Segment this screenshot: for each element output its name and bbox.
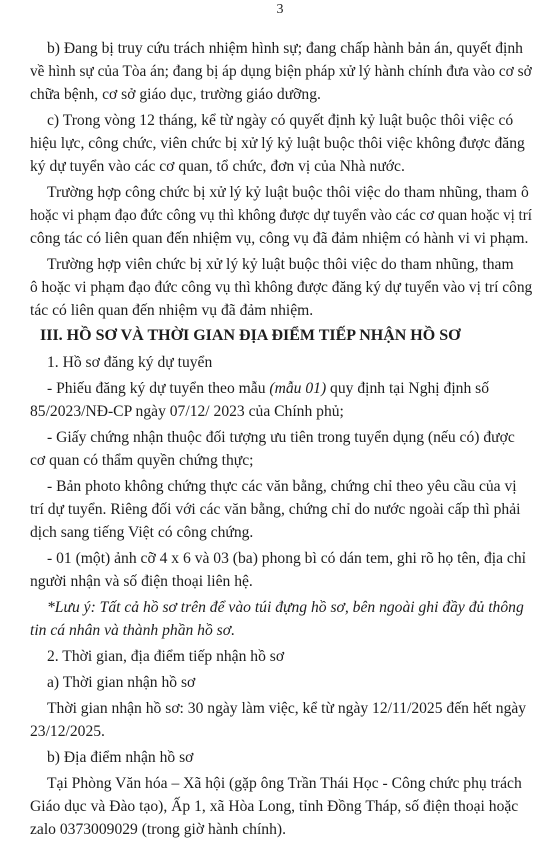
text-line: - Bản photo không chứng thực các văn bằng, chứng chỉ theo yêu cầu của vị	[47, 478, 517, 495]
note-line: tin cá nhân và thành phần hồ sơ.	[30, 622, 235, 639]
text-line: Giáo dục và Đào tạo), Ấp 1, xã Hòa Long, tỉnh Đồng Tháp, số điện thoại hoặc	[30, 798, 519, 815]
text-line	[47, 378, 489, 400]
text-line: hiệu lực, công chức, viên chức bị xử lý kỷ luật buộc thôi việc không được đăng	[30, 135, 525, 152]
subsection-title: b) Địa điểm nhận hồ sơ	[47, 749, 194, 766]
text-line: ký dự tuyển vào các cơ quan, tổ chức, đơn vị của Nhà nước.	[30, 158, 405, 175]
subsection-title: a) Thời gian nhận hồ sơ	[47, 674, 196, 691]
text-line: zalo 0373009029 (trong giờ hành chính).	[30, 821, 286, 838]
text-span: quy định tại Nghị định số	[326, 380, 490, 397]
text-line: Trường hợp công chức bị xử lý kỷ luật buộc thôi việc do tham nhũng, tham ô	[47, 184, 529, 201]
note-line: *Lưu ý: Tất cả hồ sơ trên để vào túi đựng hồ sơ, bên ngoài ghi đầy đủ thông	[47, 599, 524, 616]
text-line: công tác có liên quan đến nhiệm vụ, công vụ đã đảm nhiệm có hành vi vi phạm.	[30, 230, 529, 247]
text-line: c) Trong vòng 12 tháng, kể từ ngày có quyết định kỷ luật buộc thôi việc có	[47, 112, 514, 129]
text-line: dịch sang tiếng Việt có công chứng.	[30, 524, 254, 541]
text-line: trí dự tuyển. Riêng đối với các văn bằng, chứng chỉ do nước ngoài cấp thì phải	[30, 501, 521, 518]
page-number: 3	[276, 2, 284, 17]
text-line: - 01 (một) ảnh cỡ 4 x 6 và 03 (ba) phong bì có dán tem, ghi rõ họ tên, địa chỉ	[47, 550, 526, 567]
text-line: cơ quan có thẩm quyền chứng thực;	[30, 452, 254, 469]
text-line: Tại Phòng Văn hóa – Xã hội (gặp ông Trần Thái Học - Công chức phụ trách	[47, 775, 522, 792]
text-line: b) Đang bị truy cứu trách nhiệm hình sự; đang chấp hành bản án, quyết định	[47, 40, 523, 57]
subsection-title: 1. Hồ sơ đăng ký dự tuyển	[47, 354, 213, 371]
text-line: tác có liên quan đến nhiệm vụ đã đảm nhiệm.	[30, 302, 314, 319]
text-line: người nhận và số điện thoại liên hệ.	[30, 573, 253, 590]
text-line: về hình sự của Tòa án; đang bị áp dụng biện pháp xử lý hành chính đưa vào cơ sở	[30, 63, 532, 80]
subsection-title: 2. Thời gian, địa điểm tiếp nhận hồ sơ	[47, 648, 285, 665]
form-reference: (mẫu 01)	[269, 380, 327, 397]
text-span: - Phiếu đăng ký dự tuyển theo mẫu	[47, 380, 270, 397]
section-heading: III. HỒ SƠ VÀ THỜI GIAN ĐỊA ĐIỂM TIẾP NHẬN HỒ SƠ	[40, 327, 461, 344]
text-line: Trường hợp viên chức bị xử lý kỷ luật buộc thôi việc do tham nhũng, tham	[47, 256, 514, 273]
text-line: ô hoặc vi phạm đạo đức công vụ thì không được đăng ký dự tuyển vào vị trí công	[30, 279, 533, 296]
text-line: Thời gian nhận hồ sơ: 30 ngày làm việc, kể từ ngày 12/11/2025 đến hết ngày	[47, 700, 527, 717]
text-line: hoặc vi phạm đạo đức công vụ thì không được dự tuyển vào các cơ quan hoặc vị trí	[30, 207, 532, 224]
text-line: 85/2023/NĐ-CP ngày 07/12/ 2023 của Chính phủ;	[30, 403, 344, 420]
text-line: 23/12/2025.	[30, 723, 105, 740]
text-line: chữa bệnh, cơ sở giáo dục, trường giáo dưỡng.	[30, 86, 321, 103]
text-line: - Giấy chứng nhận thuộc đối tượng ưu tiên trong tuyển dụng (nếu có) được	[47, 429, 515, 446]
